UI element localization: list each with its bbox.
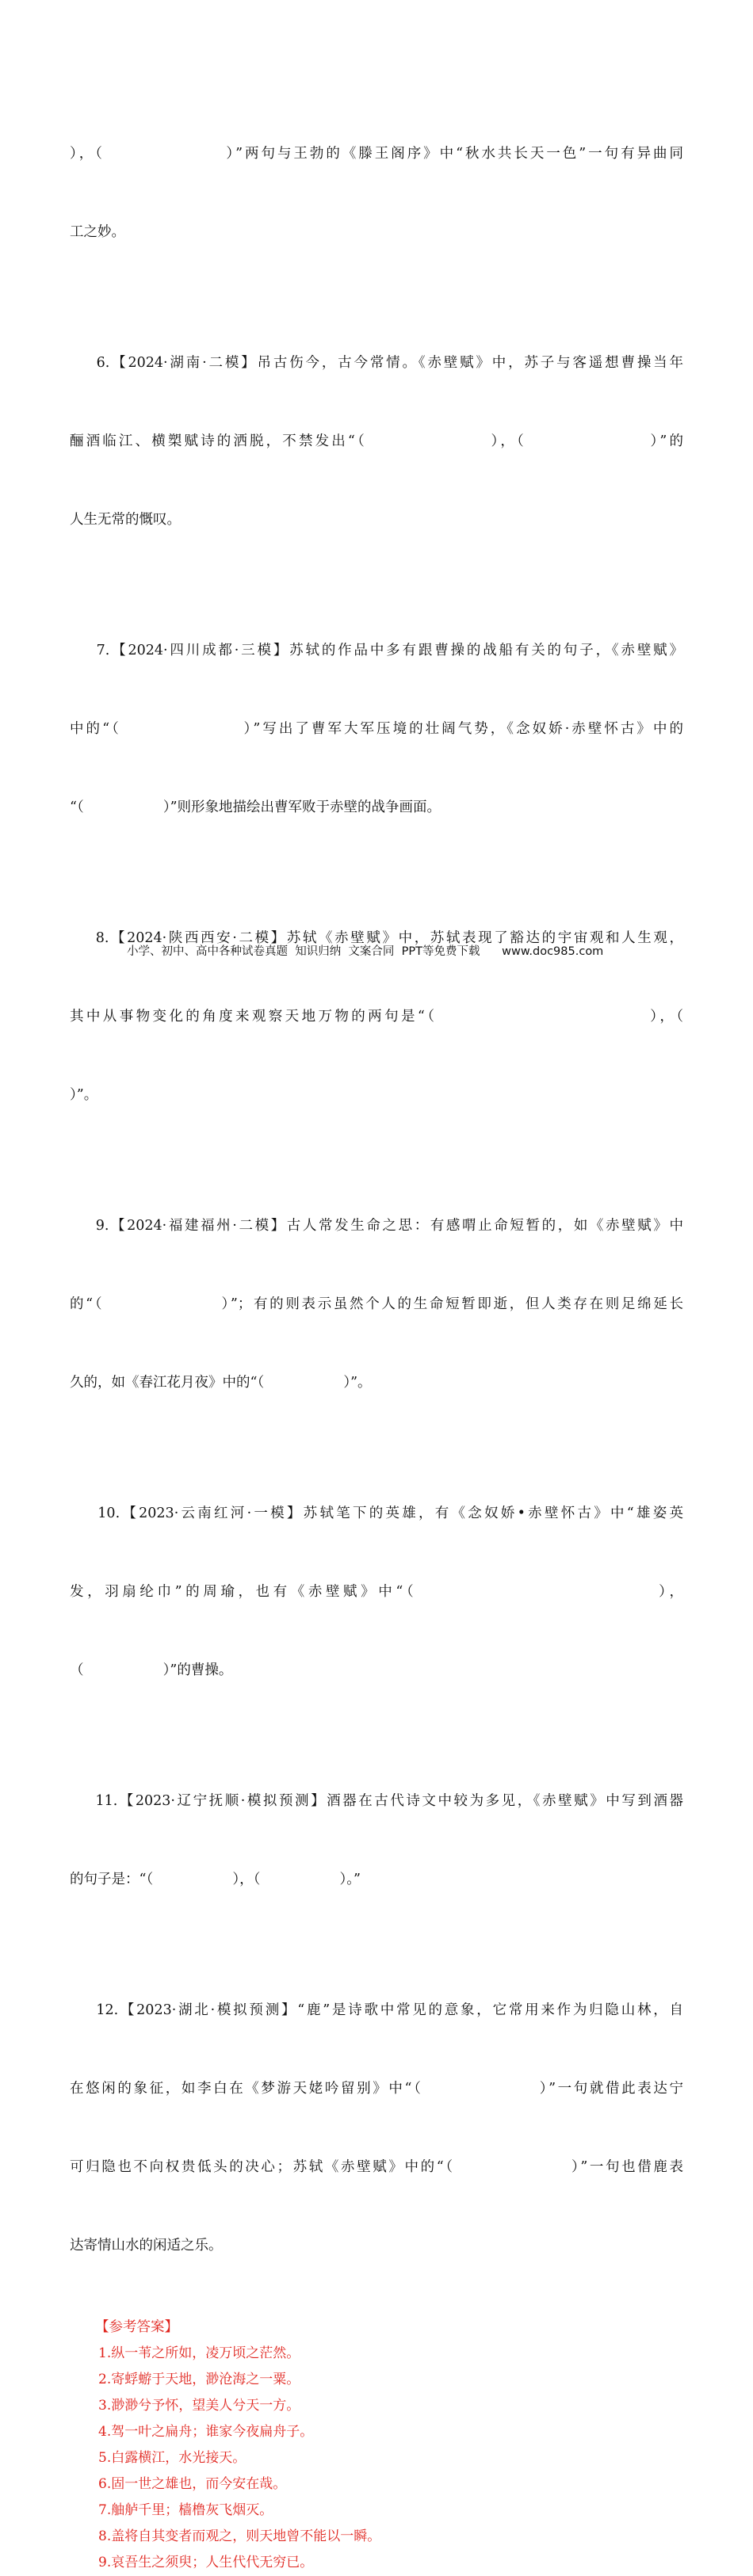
text-line: 9.【2024·福建福州·二模】古人常发生命之思：有感喟止命短暂的，如《赤壁赋》中 [70,1218,683,1234]
question-12 [70,1945,683,2311]
question-8 [70,873,683,1161]
text-line: 10.【2023·云南红河·一模】苏轼笔下的英雄，有《念奴娇•赤壁怀古》中“雄姿英 [70,1506,683,1521]
text-line: 12.【2023·湖北·模拟预测】“鹿”是诗歌中常见的意象，它常用来作为归隐山林，自 [70,2002,683,2018]
answer-item: 5.白露横江，水光接天。 [98,2450,247,2466]
answer-item: 4.驾一叶之扁舟；谁家今夜扁舟子。 [98,2424,314,2440]
question-10 [70,1448,683,1736]
answer-item: 2.寄蜉蝣于天地，渺沧海之一粟。 [98,2372,300,2387]
answer-item: 6.固一世之雄也，而今安在哉。 [98,2476,287,2492]
text-line: 中的“（ ）”写出了曹军大军压境的壮阔气势，《念奴娇·赤壁怀古》中的 [70,721,683,737]
answer-item: 7.舳舻千里；樯橹灰飞烟灭。 [98,2502,273,2518]
text-line: 的句子是：“（ ），（ ）。” [70,1872,361,1887]
text-line: 其中从事物变化的角度来观察天地万物的两句是“（ ），（ [70,1009,683,1025]
answer-item: 8.盖将自其变者而观之，则天地曾不能以一瞬。 [98,2528,381,2544]
text-line: 可归隐也不向权贵低头的决心；苏轼《赤壁赋》中的“（ ）”一句也借鹿表 [70,2159,683,2175]
text-line: ）”。 [70,1087,98,1103]
footer-text: 小学、初中、高中各种试卷真题 知识归纳 文案合同 PPT等免费下载 www.doc985.com [127,945,604,958]
text-line: 工之妙。 [70,224,125,240]
answer-item: 3.渺渺兮予怀，望美人兮天一方。 [98,2398,300,2414]
question-11 [70,1736,683,1945]
text-line: 久的，如《春江花月夜》中的“（ ）”。 [70,1375,372,1391]
question-9 [70,1161,683,1448]
answers-heading: 【参考答案】 [95,2319,178,2335]
text-line: 的“（ ）”；有的则表示虽然个人的生命短暂即逝，但人类存在则足绵延长 [70,1296,683,1312]
text-line: 达寄情山水的闲适之乐。 [70,2238,223,2254]
text-line: 11.【2023·辽宁抚顺·模拟预测】酒器在古代诗文中较为多见，《赤壁赋》中写到酒器 [70,1793,683,1809]
text-line: 发，羽扇纶巾”的周瑜，也有《赤壁赋》中“（ ）， [70,1584,683,1600]
text-line: “（ ）”则形象地描绘出曹军败于赤壁的战争画面。 [70,800,441,815]
text-line: （ ）”的曹操。 [70,1662,233,1678]
answer-item: 9.哀吾生之须臾；人生代代无穷已。 [98,2555,314,2570]
text-line: 在悠闲的象征，如李白在《梦游天姥吟留别》中“（ ）”一句就借此表达宁 [70,2081,683,2097]
text-line: 8.【2024·陕西西安·二模】苏轼《赤壁赋》中，苏轼表现了豁达的宇宙观和人生观， [70,930,683,946]
question-6 [70,298,683,586]
text-line: 人生无常的慨叹。 [70,512,181,528]
text-line: 酾酒临江、横槊赋诗的洒脱，不禁发出“（ ），（ ）”的 [70,433,683,449]
question-5-continued [70,89,683,298]
text-line: 7.【2024·四川成都·三模】苏轼的作品中多有跟曹操的战船有关的句子，《赤壁赋》 [70,643,683,658]
answer-item: 1.纵一苇之所如，凌万顷之茫然。 [98,2345,300,2361]
question-7 [70,586,683,873]
document-content [70,89,683,2576]
text-line: ），（ ）”两句与王勃的《滕王阁序》中“秋水共长天一色”一句有异曲同 [70,146,683,162]
text-line: 6.【2024·湖南·二模】吊古伤今，古今常情。《赤壁赋》中，苏子与客遥想曹操当年 [70,355,683,371]
